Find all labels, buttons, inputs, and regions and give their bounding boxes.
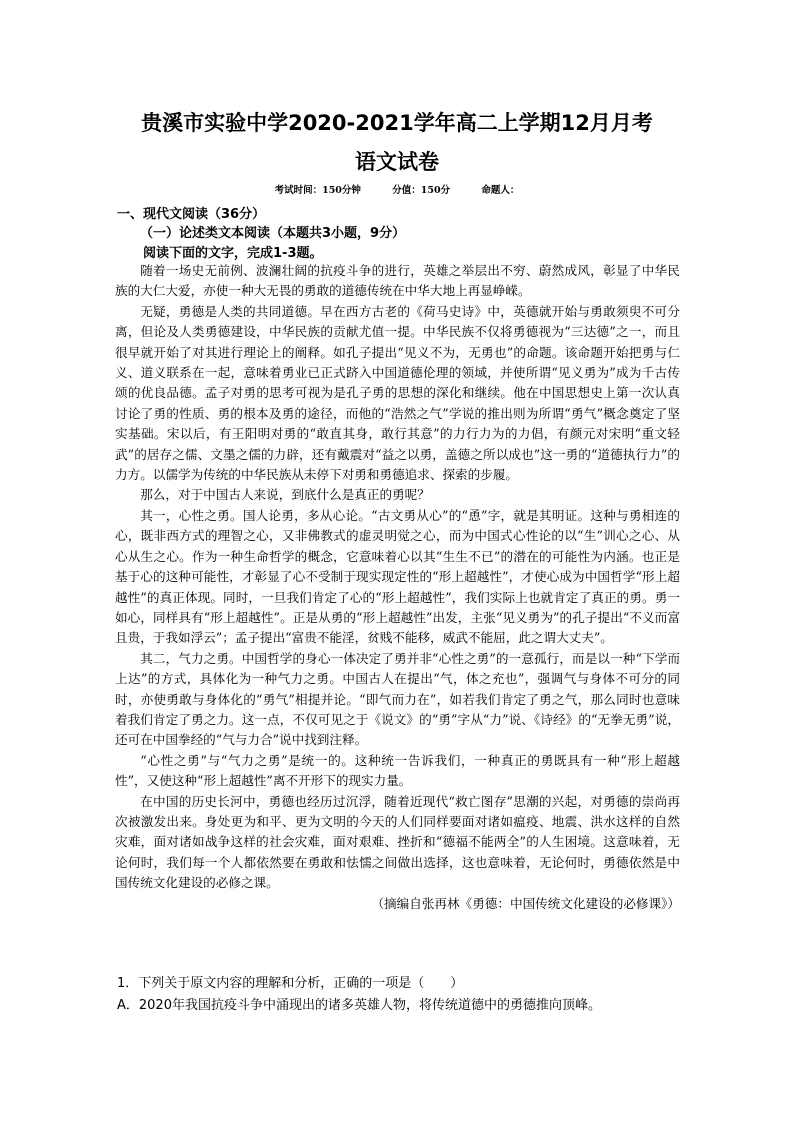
exam-title: 贵溪市实验中学2020-2021学年高二上学期12月月考	[141, 111, 653, 135]
passage-paragraph: 其二，气力之勇。中国哲学的身心一体决定了勇并非“心性之勇”的一意孤行，而是以一种“下学而上达”的方式，具体化为一种气力之勇。中国古人在提出“气，体之充也”，强调气与身体不可分的同时，亦使勇敢与身体化的“勇气”相提并论。“即气而力在”，如若我们肯定了勇之气，那么同时也意味着我们肯定了勇之力。这一点，不仅可见之于《说文》的“勇”字从“力”说、《诗经》的“无拳无勇”说，还可在中国拳经的“气与力合”说中找到注释。	[115, 650, 680, 748]
exam-subject-title: 语文试卷	[355, 150, 439, 174]
passage-paragraph: 随着一场史无前例、波澜壮阔的抗疫斗争的进行，英雄之举层出不穷、蔚然成风，彰显了中华民族的大仁大爱，亦使一种大无畏的勇敢的道德传统在中华大地上再显峥嵘。	[115, 263, 680, 299]
passage-paragraph: 无疑，勇德是人类的共同道德。早在西方古老的《荷马史诗》中，英德就开始与勇敢须臾不可分离，但论及人类勇德建设，中华民族的贡献尤值一提。中华民族不仅将勇德视为“三达德”之一，而且很早就开始了对其进行理论上的阐释。如孔子提出“见义不为，无勇也”的命题。该命题开始把勇与仁义、道义联系在一起，意味着勇业已正式跻入中国道德伦理的领域，并使所谓“见义勇为”成为千古传颂的优良品德。孟子对勇的思考可视为是孔子勇的思想的深化和继续。他在中国思想史上第一次认真讨论了勇的性质、勇的根本及勇的途径，而他的“浩然之气”学说的推出则为所谓“勇气”概念奠定了坚实基础。宋以后，有王阳明对勇的“敢直其身，敢行其意”的力行力为的力倡，有颜元对宋明“重文轻武”的居存之儒、文墨之儒的力辟，还有戴震对“益之以勇，盖德之所以成也”这一勇的“道德执行力”的力方。以儒学为传统的中华民族从未停下对勇和勇德追求、探索的步履。	[115, 303, 680, 483]
reading-instruction: 阅读下面的文字，完成1-3题。	[143, 246, 323, 261]
part-heading: 一、现代文阅读（36分）	[117, 207, 266, 222]
passage-paragraph: 在中国的历史长河中，勇德也经历过沉浮，随着近现代“救亡图存”思潮的兴起，对勇德的崇尚再次被激发出来。身处更为和平、更为文明的今天的人们同样要面对诸如瘟疫、地震、洪水这样的自然灾难，面对诸如战争这样的社会灾难，面对艰难、挫折和“德福不能两全”的人生困境。这意味着，无论何时，我们每一个人都依然要在勇敢和怯懦之间做出选择，这也意味着，无论何时，勇德依然是中国传统文化建设的必修之课。	[115, 793, 680, 891]
exam-score: 分值：150分	[392, 185, 451, 196]
passage-paragraph: “心性之勇”与“气力之勇”是统一的。这种统一告诉我们，一种真正的勇既具有一种“形上超越性”，又使这种“形上超越性”离不开形下的现实力量。	[115, 752, 680, 789]
exam-meta	[0, 182, 794, 196]
passage-paragraph: 其一，心性之勇。国人论勇，多从心论。“古文勇从心”的“恿”字，就是其明证。这种与勇相连的心，既非西方式的理智之心，又非佛教式的虚灵明觉之心，而为中国式心性论的以“生”训心之心、从心从生之心。作为一种生命哲学的概念，它意味着心以其“生生不已”的潜在的可能性为内涵。也正是基于心的这种可能性，才彰显了心不受制于现实现定性的“形上超越性”，才使心成为中国哲学“形上超越性”的真正体现。同时，一旦我们肯定了心的“形上超越性”，我们实际上也就肯定了真正的勇。勇一如心，同样具有“形上超越性”。正是从勇的“形上超越性”出发，主张“见义勇为”的孔子提出“不义而富且贵，于我如浮云”；孟子提出“富贵不能淫，贫贱不能移，威武不能屈，此之谓大丈夫”。	[115, 507, 680, 646]
passage-paragraph: 那么，对于中国古人来说，到底什么是真正的勇呢？	[140, 487, 430, 503]
passage-source: （摘编自张再林《勇德：中国传统文化建设的必修课》）	[371, 895, 680, 911]
question-stem: 1．下列关于原文内容的理解和分析，正确的一项是（ ）	[117, 976, 464, 991]
question-option-a: A．2020年我国抗疫斗争中涌现出的诸多英雄人物，将传统道德中的勇德推向顶峰。	[117, 998, 601, 1013]
reading-passage	[115, 261, 680, 914]
exam-author: 命题人：	[481, 185, 520, 196]
exam-time: 考试时间：150分钟	[274, 185, 361, 196]
subsection-heading: （一）论述类文本阅读（本题共3小题，9分）	[140, 226, 406, 241]
